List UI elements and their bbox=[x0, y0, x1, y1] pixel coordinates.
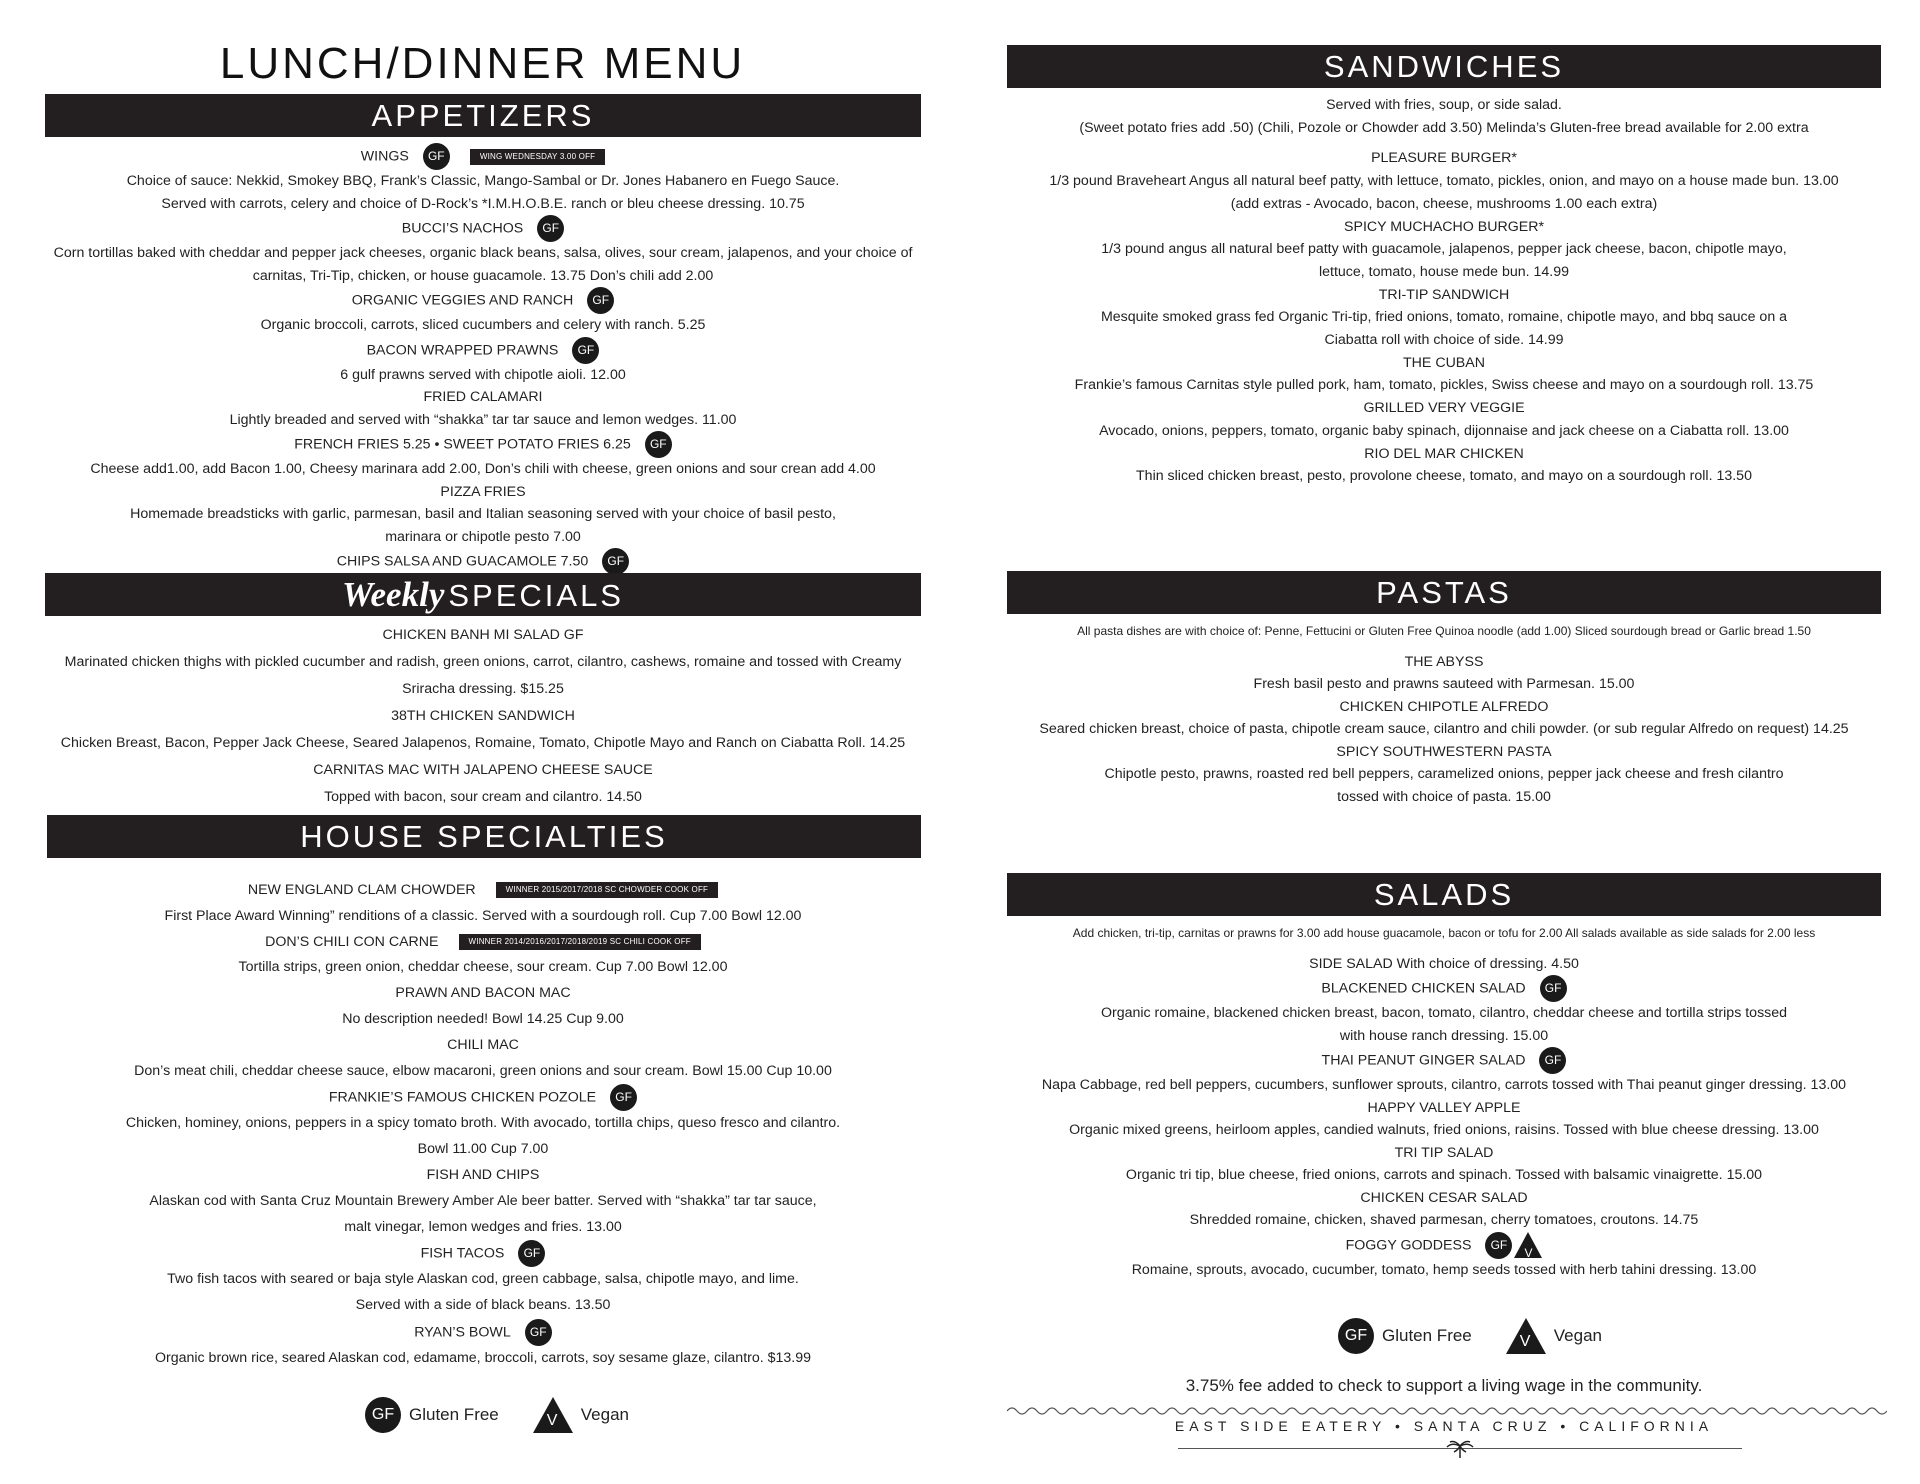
vegan-icon: V bbox=[533, 1397, 573, 1433]
gluten-free-label: Gluten Free bbox=[409, 1405, 499, 1424]
vegan-label: Vegan bbox=[580, 1405, 629, 1424]
item-description: Ciabatta roll with choice of side. 14.99 bbox=[1324, 332, 1564, 349]
gluten-free-icon: GF bbox=[572, 337, 599, 364]
menu-item-name bbox=[1015, 1047, 1873, 1074]
salads-header: SALADS bbox=[1007, 873, 1881, 916]
spacer bbox=[1015, 643, 1873, 651]
menu-item-name bbox=[1015, 284, 1873, 307]
living-wage-fee-notice: 3.75% fee added to check to support a living wage in the community. bbox=[1185, 1376, 1703, 1395]
item-description: Served with fries, soup, or side salad. bbox=[1326, 97, 1562, 113]
vegan-icon: V bbox=[1514, 1232, 1542, 1258]
item-title: CHICKEN CESAR SALAD bbox=[1360, 1189, 1528, 1206]
item-title: THE ABYSS bbox=[1404, 653, 1484, 670]
item-description: Served with a side of black beans. 13.50 bbox=[355, 1297, 611, 1314]
item-description: Marinated chicken thighs with pickled cucumber and radish, green onions, carrot, cilantro, cashews, romaine and tossed with Creamy bbox=[64, 654, 902, 670]
item-title: NEW ENGLAND CLAM CHOWDER bbox=[247, 882, 476, 898]
award-tag: WINNER 2015/2017/2018 SC CHOWDER COOK OFF bbox=[496, 882, 718, 898]
menu-item-name bbox=[53, 386, 913, 409]
item-title: PRAWN AND BACON MAC bbox=[395, 985, 571, 1002]
item-description: (add extras - Avocado, bacon, cheese, mushrooms 1.00 each extra) bbox=[1230, 195, 1658, 212]
item-description: Chipotle pesto, prawns, roasted red bell peppers, caramelized onions, pepper jack cheese and fresh cilantro bbox=[1104, 766, 1784, 782]
section-note: Add chicken, tri-tip, carnitas or prawns for 3.00 add house guacamole, bacon or tofu for 2.00 All salads available as side salads for 2.00 less bbox=[1072, 926, 1816, 940]
gluten-free-icon: GF bbox=[1485, 1232, 1512, 1259]
pastas-section bbox=[1007, 571, 1881, 808]
menu-item-name bbox=[1015, 741, 1873, 764]
menu-item-name bbox=[53, 878, 913, 904]
item-title: FRANKIE’S FAMOUS CHICKEN POZOLE bbox=[328, 1089, 597, 1106]
menu-item-name bbox=[53, 143, 913, 170]
item-description: Seared chicken breast, choice of pasta, chipotle cream sauce, cilantro and chili powder. (or sub regular Alfredo on request) 14.25 bbox=[1039, 721, 1849, 737]
menu-item-name bbox=[1015, 975, 1873, 1002]
item-description: Tortilla strips, green onion, cheddar cheese, sour cream. Cup 7.00 Bowl 12.00 bbox=[238, 959, 728, 976]
item-description: with house ranch dressing. 15.00 bbox=[1339, 1027, 1549, 1044]
award-tag: WINNER 2014/2016/2017/2018/2019 SC CHILI COOK OFF bbox=[459, 934, 701, 950]
gluten-free-icon: GF bbox=[525, 1319, 552, 1346]
specials-header bbox=[45, 573, 921, 616]
item-description: Bowl 11.00 Cup 7.00 bbox=[417, 1141, 549, 1158]
menu-item-name bbox=[53, 1163, 913, 1189]
page-title: LUNCH/DINNER MENU bbox=[219, 39, 746, 88]
footer-location: EAST SIDE EATERY • SANTA CRUZ • CALIFORNIA bbox=[1174, 1418, 1714, 1434]
item-title: DON’S CHILI CON CARNE bbox=[265, 933, 439, 950]
item-description: Topped with bacon, sour cream and cilantro. 14.50 bbox=[324, 789, 642, 805]
item-title: THAI PEANUT GINGER SALAD bbox=[1321, 1052, 1526, 1069]
menu-item-name bbox=[53, 287, 913, 314]
item-description: Sriracha dressing. $15.25 bbox=[402, 681, 564, 697]
item-title: TRI TIP SALAD bbox=[1394, 1144, 1494, 1161]
spacer bbox=[1015, 139, 1873, 147]
item-title: BACON WRAPPED PRAWNS bbox=[366, 341, 559, 358]
menu-item-name bbox=[53, 1319, 913, 1346]
item-description: malt vinegar, lemon wedges and fries. 13.00 bbox=[344, 1218, 622, 1235]
menu-item-name bbox=[53, 337, 913, 364]
menu-item-name bbox=[53, 1084, 913, 1111]
item-title: PLEASURE BURGER* bbox=[1371, 150, 1517, 167]
menu-item-name bbox=[53, 703, 913, 730]
gluten-free-icon: GF bbox=[518, 1240, 545, 1267]
item-title: PIZZA FRIES bbox=[440, 483, 526, 500]
gluten-free-icon: GF bbox=[1338, 1318, 1374, 1354]
menu-item-name bbox=[1015, 1142, 1873, 1165]
gluten-free-icon: GF bbox=[587, 287, 614, 314]
spacer bbox=[1015, 945, 1873, 953]
menu-item-name bbox=[1015, 443, 1873, 466]
item-title: SPICY MUCHACHO BURGER* bbox=[1344, 218, 1544, 235]
item-description: No description needed! Bowl 14.25 Cup 9.00 bbox=[342, 1010, 624, 1027]
item-title: BUCCI’S NACHOS bbox=[401, 220, 524, 237]
gluten-free-icon: GF bbox=[602, 548, 629, 575]
pastas-header: PASTAS bbox=[1007, 571, 1881, 614]
salads-section bbox=[1007, 873, 1881, 1281]
item-title: ORGANIC VEGGIES AND RANCH bbox=[351, 292, 574, 309]
house-specialties-section bbox=[45, 815, 921, 1372]
gluten-free-icon: GF bbox=[365, 1397, 401, 1433]
item-title: BLACKENED CHICKEN SALAD bbox=[1321, 980, 1526, 997]
item-description: 1/3 pound angus all natural beef patty with guacamole, jalapenos, pepper jack cheese, bacon, chipotle mayo, bbox=[1101, 241, 1787, 258]
item-title: FOGGY GODDESS bbox=[1345, 1236, 1472, 1253]
menu-item-name bbox=[1015, 397, 1873, 420]
menu-item-name bbox=[53, 1033, 913, 1059]
item-description: Chicken Breast, Bacon, Pepper Jack Cheese, Seared Jalapenos, Romaine, Tomato, Chipotle Mayo and Ranch on Ciabatta Roll. 14.25 bbox=[60, 735, 906, 751]
menu-item-name bbox=[53, 1240, 913, 1267]
menu-item-name bbox=[53, 481, 913, 504]
wave-divider bbox=[1007, 1403, 1887, 1415]
gluten-free-icon: GF bbox=[645, 431, 672, 458]
item-title: CARNITAS MAC WITH JALAPENO CHEESE SAUCE bbox=[313, 762, 653, 778]
item-title: CHICKEN BANH MI SALAD GF bbox=[382, 627, 584, 643]
item-description: Chicken, hominey, onions, peppers in a spicy tomato broth. With avocado, tortilla chips, queso fresco and cilantro. bbox=[125, 1115, 841, 1132]
item-description: Romaine, sprouts, avocado, cucumber, tomato, hemp seeds tossed with herb tahini dressing. 13.00 bbox=[1131, 1261, 1757, 1278]
item-description: tossed with choice of pasta. 15.00 bbox=[1337, 788, 1551, 805]
item-title: HAPPY VALLEY APPLE bbox=[1367, 1099, 1521, 1116]
menu-item-name bbox=[1015, 651, 1873, 674]
menu-item-name bbox=[1015, 147, 1873, 170]
item-title: FISH AND CHIPS bbox=[426, 1167, 540, 1184]
menu-item-name bbox=[1015, 1187, 1873, 1210]
item-description: Avocado, onions, peppers, tomato, organic baby spinach, dijonnaise and jack cheese on a Ciabatta roll. 13.00 bbox=[1099, 422, 1789, 439]
item-title: WINGS bbox=[360, 148, 409, 165]
item-title: GRILLED VERY VEGGIE bbox=[1363, 400, 1525, 417]
item-description: Alaskan cod with Santa Cruz Mountain Brewery Amber Ale beer batter. Served with “shakka” tar tar sauce, bbox=[149, 1192, 817, 1209]
gluten-free-label: Gluten Free bbox=[1382, 1326, 1472, 1345]
item-description: Choice of sauce: Nekkid, Smokey BBQ, Frank’s Classic, Mango-Sambal or Dr. Jones Habanero en Fuego Sauce. bbox=[126, 173, 840, 189]
item-title: SPICY SOUTHWESTERN PASTA bbox=[1336, 743, 1552, 760]
item-description: Organic broccoli, carrots, sliced cucumbers and celery with ranch. 5.25 bbox=[260, 317, 706, 333]
salads-list bbox=[1007, 916, 1881, 1281]
specials-section bbox=[45, 573, 921, 811]
specials-title: SPECIALS bbox=[448, 578, 624, 613]
item-title: FRENCH FRIES 5.25 • SWEET POTATO FRIES 6.25 bbox=[294, 436, 631, 453]
item-title: TRI-TIP SANDWICH bbox=[1378, 286, 1510, 303]
gluten-free-icon: GF bbox=[1539, 1047, 1566, 1074]
item-title: RIO DEL MAR CHICKEN bbox=[1364, 445, 1524, 462]
item-description: Frankie’s famous Carnitas style pulled pork, ham, tomato, pickles, Swiss cheese and mayo on a sourdough roll. 13.75 bbox=[1074, 377, 1814, 394]
item-description: Organic romaine, blackened chicken breast, bacon, tomato, cilantro, cheddar cheese and tortilla strips tossed bbox=[1100, 1005, 1788, 1021]
appetizers-section bbox=[45, 94, 921, 575]
item-description: Shredded romaine, chicken, shaved parmesan, cherry tomatoes, croutons. 14.75 bbox=[1189, 1212, 1699, 1228]
item-description: Fresh basil pesto and prawns sauteed with Parmesan. 15.00 bbox=[1253, 676, 1635, 692]
menu-item-name bbox=[1015, 352, 1873, 375]
legend-right bbox=[1338, 1318, 1602, 1354]
item-description: Lightly breaded and served with “shakka” tar tar sauce and lemon wedges. 11.00 bbox=[229, 411, 737, 428]
gluten-free-icon: GF bbox=[423, 143, 450, 170]
menu-item-name bbox=[1015, 1232, 1873, 1259]
pastas-list bbox=[1007, 614, 1881, 808]
item-description: Organic tri tip, blue cheese, fried onions, carrots and spinach. Tossed with balsamic vinaigrette. 15.00 bbox=[1125, 1167, 1763, 1183]
menu-item-name bbox=[1015, 696, 1873, 719]
item-description: Corn tortillas baked with cheddar and pepper jack cheeses, organic black beans, salsa, olives, sour cream, jalapenos, and your choice of bbox=[53, 245, 913, 261]
gluten-free-icon: GF bbox=[1540, 975, 1567, 1002]
item-description: 1/3 pound Braveheart Angus all natural beef patty, with lettuce, tomato, pickles, onion, and mayo on a house made bun. 13.00 bbox=[1049, 173, 1839, 190]
item-description: Thin sliced chicken breast, pesto, provolone cheese, tomato, and mayo on a sourdough roll. 13.50 bbox=[1136, 468, 1752, 485]
item-description: Cheese add1.00, add Bacon 1.00, Cheesy marinara add 2.00, Don’s chili with cheese, green onions and sour crean add 4.00 bbox=[90, 461, 876, 477]
specials-list bbox=[45, 616, 921, 811]
item-title: CHILI MAC bbox=[447, 1036, 519, 1053]
sandwiches-list bbox=[1007, 88, 1881, 488]
item-title: FRIED CALAMARI bbox=[423, 389, 543, 405]
item-description: Two fish tacos with seared or baja style Alaskan cod, green cabbage, salsa, chipotle mayo, and lime. bbox=[167, 1271, 799, 1288]
menu-item-name bbox=[1015, 216, 1873, 239]
item-description: marinara or chipotle pesto 7.00 bbox=[385, 528, 581, 545]
item-description: carnitas, Tri-Tip, chicken, or house guacamole. 13.75 Don’s chili add 2.00 bbox=[252, 267, 714, 284]
item-description: (Sweet potato fries add .50) (Chili, Pozole or Chowder add 3.50) Melinda’s Gluten-free bread available for 2.00 extra bbox=[1079, 119, 1809, 136]
menu-item-name bbox=[53, 622, 913, 649]
item-description: Organic mixed greens, heirloom apples, candied walnuts, fried onions, raisins. Tossed with blue cheese dressing. 13.00 bbox=[1069, 1122, 1819, 1138]
legend-left bbox=[365, 1397, 629, 1433]
item-title: CHIPS SALSA AND GUACAMOLE 7.50 bbox=[336, 553, 589, 570]
menu-item-name bbox=[53, 981, 913, 1007]
menu-item-name bbox=[53, 757, 913, 784]
item-description: Served with carrots, celery and choice of D-Rock’s *I.M.H.O.B.E. ranch or bleu cheese dressing. 10.75 bbox=[161, 195, 805, 212]
house-specialties-header: HOUSE SPECIALTIES bbox=[47, 815, 921, 858]
gluten-free-icon: GF bbox=[537, 215, 564, 242]
item-description: Mesquite smoked grass fed Organic Tri-tip, fried onions, tomato, romaine, chipotle mayo, and bbq sauce on a bbox=[1100, 309, 1788, 326]
item-title: THE CUBAN bbox=[1403, 354, 1485, 371]
item-description: Homemade breadsticks with garlic, parmesan, basil and Italian seasoning served with your choice of basil pesto, bbox=[130, 506, 836, 522]
item-description: Organic brown rice, seared Alaskan cod, edamame, broccoli, carrots, soy sesame glaze, cilantro. $13.99 bbox=[154, 1350, 812, 1367]
item-title: CHICKEN CHIPOTLE ALFREDO bbox=[1339, 698, 1549, 715]
item-description: Napa Cabbage, red bell peppers, cucumbers, sunflower sprouts, cilantro, carrots tossed with Thai peanut ginger dressing. 13.00 bbox=[1041, 1077, 1847, 1093]
menu-item-name bbox=[1015, 1097, 1873, 1120]
item-title: 38TH CHICKEN SANDWICH bbox=[391, 708, 575, 724]
item-title: FISH TACOS bbox=[420, 1245, 505, 1262]
item-description: lettuce, tomato, house mede bun. 14.99 bbox=[1318, 263, 1570, 280]
house-specialties-list bbox=[45, 858, 921, 1372]
menu-item-name bbox=[53, 431, 913, 458]
item-description: SIDE SALAD With choice of dressing. 4.50 bbox=[1309, 955, 1579, 972]
section-note: All pasta dishes are with choice of: Penne, Fettucini or Gluten Free Quinoa noodle (add 1.00) Sliced sourdough bread or Garlic bread 1.50 bbox=[1077, 624, 1811, 638]
award-tag: WING WEDNESDAY 3.00 OFF bbox=[470, 149, 605, 165]
appetizers-list bbox=[45, 137, 921, 575]
menu-item-name bbox=[53, 930, 913, 956]
gluten-free-icon: GF bbox=[610, 1084, 637, 1111]
item-description: First Place Award Winning” renditions of a classic. Served with a sourdough roll. Cup 7.00 Bowl 12.00 bbox=[164, 907, 802, 924]
item-title: RYAN’S BOWL bbox=[414, 1324, 511, 1341]
item-description: Don’s meat chili, cheddar cheese sauce, elbow macaroni, green onions and sour cream. Bowl 15.00 Cup 10.00 bbox=[134, 1062, 832, 1079]
menu-item-name bbox=[53, 548, 913, 575]
vegan-icon: V bbox=[1506, 1318, 1546, 1354]
sandwiches-header: SANDWICHES bbox=[1007, 45, 1881, 88]
appetizers-header: APPETIZERS bbox=[45, 94, 921, 137]
specials-script-title: Weekly bbox=[342, 575, 445, 614]
item-description: 6 gulf prawns served with chipotle aioli. 12.00 bbox=[340, 366, 626, 383]
vegan-label: Vegan bbox=[1553, 1326, 1602, 1345]
palm-tree-icon bbox=[1446, 1440, 1474, 1458]
sandwiches-section bbox=[1007, 45, 1881, 488]
menu-item-name bbox=[53, 215, 913, 242]
